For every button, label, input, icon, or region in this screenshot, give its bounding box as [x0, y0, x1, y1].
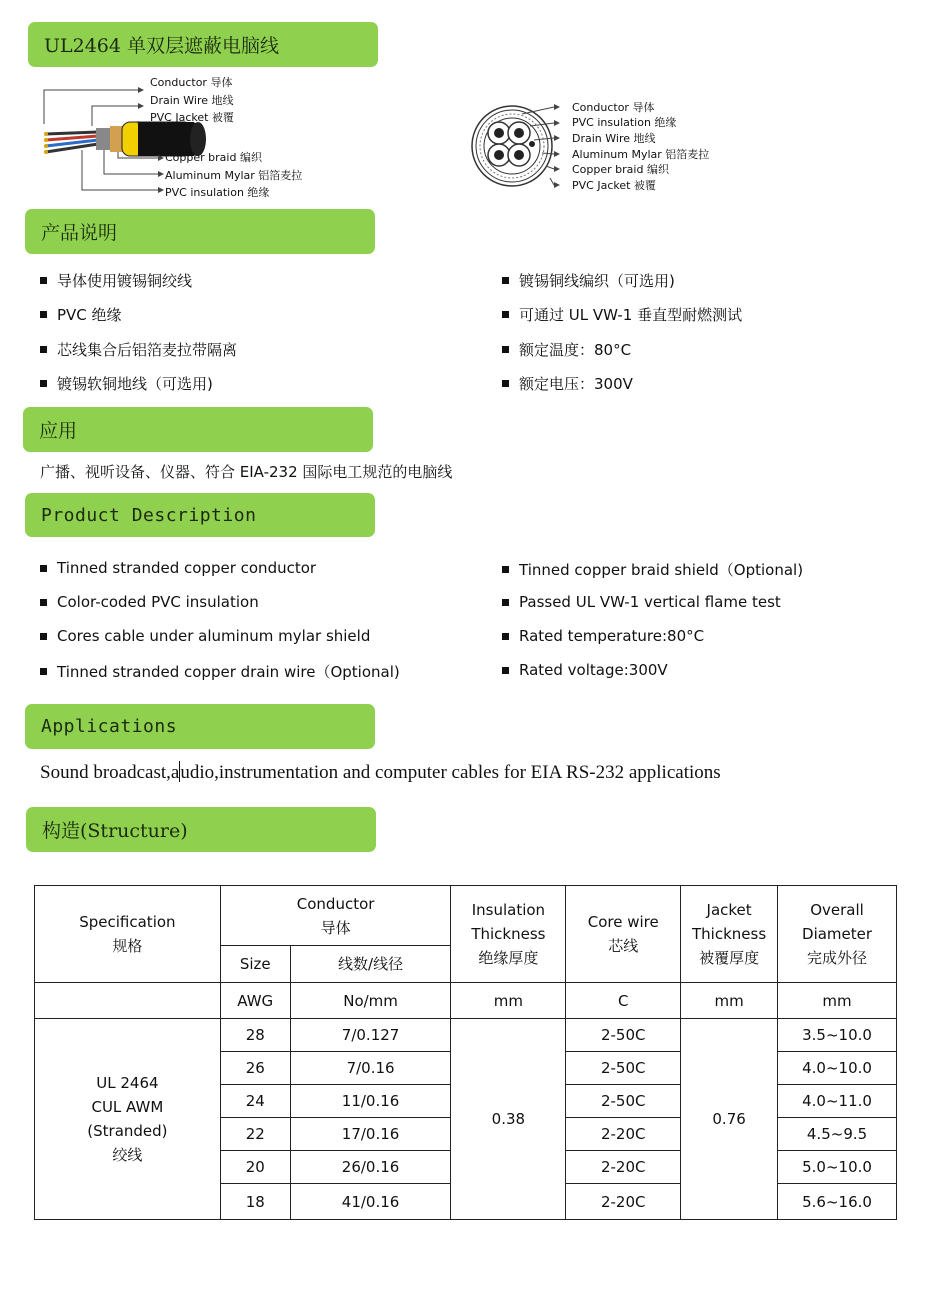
core-cell: 2-20C [566, 1151, 681, 1184]
left-label-jacket: PVC Jacket 被覆 [150, 111, 234, 124]
size-header-cell: Size [220, 946, 290, 983]
spec-table [34, 885, 897, 1220]
left-label-conductor: Conductor 导体 [150, 76, 233, 89]
core-header-cell: Core wire 芯线 [566, 886, 681, 983]
feature-en-right-3: Rated temperature:80°C [502, 627, 704, 645]
application-en-header [25, 704, 375, 749]
feature-en-left-3: Cores cable under aluminum mylar shield [40, 627, 370, 645]
insulation-value-cell: 0.38 [451, 1019, 566, 1220]
strands-header-cell: 线数/线径 [290, 946, 451, 983]
unit-spec-cell [35, 983, 221, 1019]
spec-header-cell: Specification 规格 [35, 886, 221, 983]
product-en-title: Product Description [41, 504, 257, 526]
application-en-title: Applications [41, 716, 178, 737]
size-cell: 22 [220, 1118, 290, 1151]
size-cell: 18 [220, 1184, 290, 1220]
unit-ins-cell: mm [451, 983, 566, 1019]
strands-cell: 17/0.16 [290, 1118, 451, 1151]
feature-cn-right-3: 额定温度：80°C [502, 339, 631, 360]
structure-title: 构造(Structure) [42, 820, 188, 842]
table-row [35, 1019, 897, 1052]
left-label-braid: Copper braid 编织 [165, 151, 262, 164]
model-cell: UL 2464 CUL AWM (Stranded) 绞线 [35, 1019, 221, 1220]
feature-cn-left-1: 导体使用镀锡铜绞线 [40, 270, 192, 291]
unit-od-cell: mm [778, 983, 897, 1019]
size-cell: 26 [220, 1052, 290, 1085]
od-cell: 4.0~10.0 [778, 1052, 897, 1085]
size-cell: 24 [220, 1085, 290, 1118]
od-cell: 4.5~9.5 [778, 1118, 897, 1151]
core-cell: 2-50C [566, 1085, 681, 1118]
od-cell: 5.0~10.0 [778, 1151, 897, 1184]
jacket-value-cell: 0.76 [681, 1019, 778, 1220]
application-cn-header [23, 407, 373, 452]
unit-core-cell: C [566, 983, 681, 1019]
od-cell: 3.5~10.0 [778, 1019, 897, 1052]
right-label-jacket: PVC Jacket 被覆 [572, 179, 656, 192]
unit-size-cell: AWG [220, 983, 290, 1019]
feature-cn-right-2: 可通过 UL VW-1 垂直型耐燃测试 [502, 304, 742, 325]
cable-cross-section-diagram [466, 98, 576, 198]
feature-cn-right-4: 额定电压：300V [502, 373, 633, 394]
left-label-drain: Drain Wire 地线 [150, 94, 234, 107]
right-label-mylar: Aluminum Mylar 铝箔麦拉 [572, 148, 710, 161]
insulation-header-cell: Insulation Thickness 绝缘厚度 [451, 886, 566, 983]
strands-cell: 11/0.16 [290, 1085, 451, 1118]
title-header [28, 22, 378, 67]
unit-jacket-cell: mm [681, 983, 778, 1019]
feature-cn-left-3: 芯线集合后铝箔麦拉带隔离 [40, 339, 237, 360]
feature-en-right-4: Rated voltage:300V [502, 661, 668, 679]
table-header-row-1 [35, 886, 897, 946]
size-cell: 20 [220, 1151, 290, 1184]
strands-cell: 26/0.16 [290, 1151, 451, 1184]
feature-cn-right-1: 镀锡铜线编织（可选用) [502, 270, 675, 291]
od-cell: 5.6~16.0 [778, 1184, 897, 1220]
product-cn-header [25, 209, 375, 254]
left-label-mylar: Aluminum Mylar 铝箔麦拉 [165, 169, 303, 182]
left-label-insulation: PVC insulation 绝缘 [165, 186, 270, 199]
feature-en-left-4: Tinned stranded copper drain wire（Optional) [40, 661, 400, 682]
feature-cn-left-2: PVC 绝缘 [40, 304, 122, 325]
product-en-header [25, 493, 375, 537]
structure-header [26, 807, 376, 852]
core-cell: 2-20C [566, 1184, 681, 1220]
application-cn-text: 广播、视听设备、仪器、符合 EIA-232 国际电工规范的电脑线 [40, 463, 453, 481]
jacket-header-cell: Jacket Thickness 被覆厚度 [681, 886, 778, 983]
unit-strands-cell: No/mm [290, 983, 451, 1019]
od-header-cell: Overall Diameter 完成外径 [778, 886, 897, 983]
right-label-conductor: Conductor 导体 [572, 101, 655, 114]
size-cell: 28 [220, 1019, 290, 1052]
core-cell: 2-20C [566, 1118, 681, 1151]
core-cell: 2-50C [566, 1019, 681, 1052]
right-label-braid: Copper braid 编织 [572, 163, 669, 176]
application-en-text: Sound broadcast,audio,instrumentation and computer cables for EIA RS-232 applications [40, 762, 721, 783]
application-cn-title: 应用 [39, 420, 78, 442]
feature-en-right-1: Tinned copper braid shield（Optional) [502, 559, 803, 580]
conductor-header-cell: Conductor 导体 [220, 886, 451, 946]
table-unit-row [35, 983, 897, 1019]
right-label-insulation: PVC insulation 绝缘 [572, 116, 677, 129]
feature-cn-left-4: 镀锡软铜地线（可选用) [40, 373, 213, 394]
core-cell: 2-50C [566, 1052, 681, 1085]
feature-en-right-2: Passed UL VW-1 vertical flame test [502, 593, 781, 611]
strands-cell: 7/0.127 [290, 1019, 451, 1052]
od-cell: 4.0~11.0 [778, 1085, 897, 1118]
product-cn-title: 产品说明 [41, 222, 118, 244]
strands-cell: 7/0.16 [290, 1052, 451, 1085]
feature-en-left-2: Color-coded PVC insulation [40, 593, 259, 611]
strands-cell: 41/0.16 [290, 1184, 451, 1220]
title-text: UL2464 单双层遮蔽电脑线 [44, 35, 280, 57]
feature-en-left-1: Tinned stranded copper conductor [40, 559, 316, 577]
right-label-drain: Drain Wire 地线 [572, 132, 656, 145]
